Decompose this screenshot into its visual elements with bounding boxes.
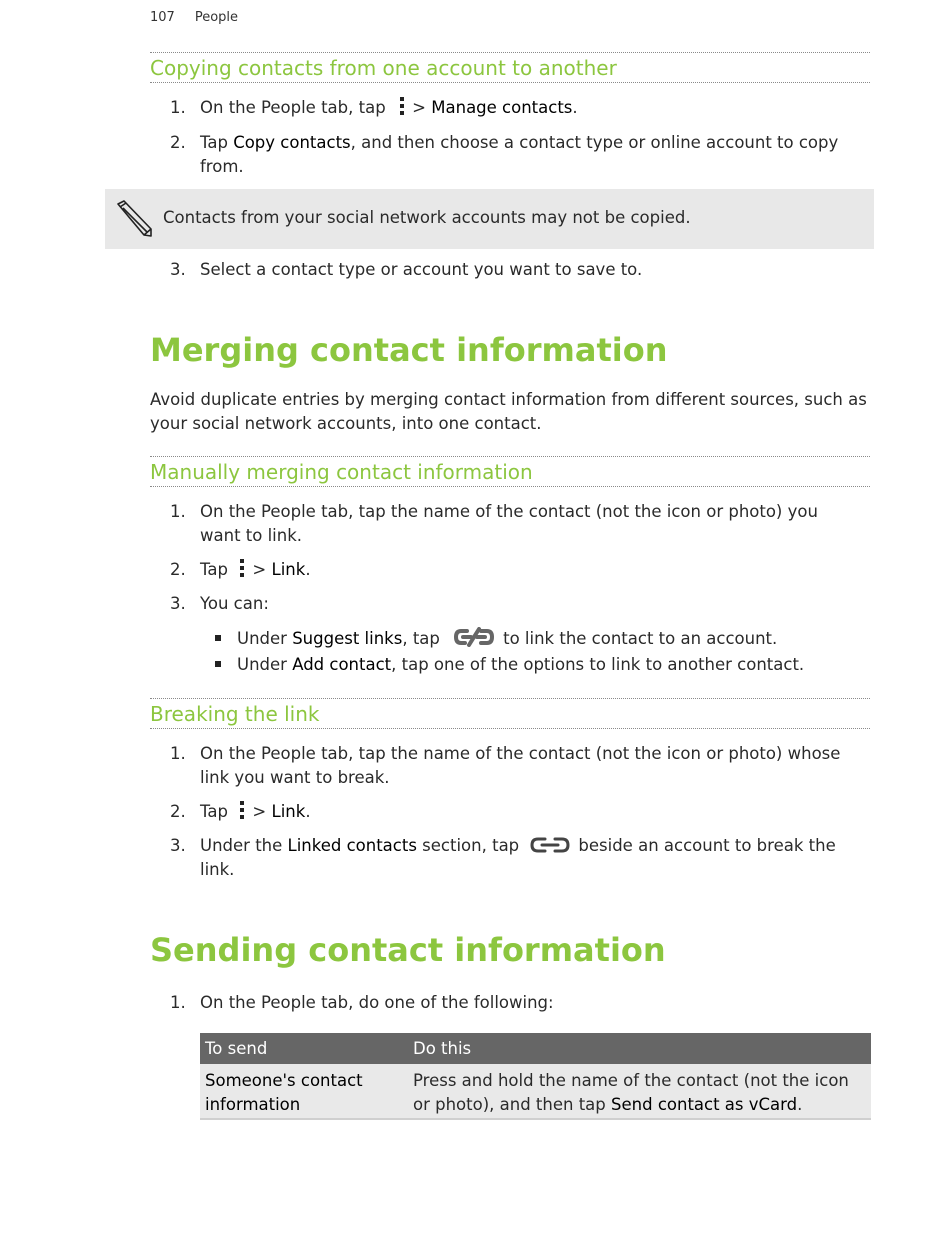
step-text: On the People tab, tap the name of the contact (not the icon or photo) you want to link.	[200, 502, 818, 545]
separator: >	[406, 98, 432, 117]
punct: .	[305, 802, 311, 821]
send-options-table	[200, 1033, 871, 1120]
heading-sending-contact-information: Sending contact information	[150, 931, 666, 969]
heading-merging-contact-information: Merging contact information	[150, 331, 668, 369]
merging-intro: Avoid duplicate entries by merging contact information from different sources, such as your social network accounts, into one contact.	[150, 390, 867, 433]
step-text-rest: , and then choose a contact type or online account to copy from.	[200, 133, 839, 176]
step-text: Tap	[200, 133, 234, 152]
manual-bullet-2	[215, 653, 865, 677]
bullet-text: Under	[237, 629, 293, 648]
separator: >	[247, 560, 272, 579]
step-text: On the People tab, tap the name of the contact (not the icon or photo) whose link you want to break.	[200, 744, 841, 787]
step-number: 1.	[170, 993, 186, 1012]
add-contact-label: Add contact	[292, 655, 392, 674]
page-number: 107	[150, 10, 175, 25]
suggest-link-icon	[453, 627, 495, 647]
page-header	[150, 10, 238, 25]
break-link-icon	[530, 836, 570, 854]
menu-icon	[397, 96, 407, 116]
step-text: On the People tab, tap	[200, 98, 386, 117]
note-text: Contacts from your social network accounts may not be copied.	[163, 208, 691, 227]
send-contact-as-vcard-label: Send contact as vCard	[611, 1094, 798, 1114]
column-header-do-this: Do this	[408, 1033, 871, 1064]
bullet-text-mid: , tap	[402, 629, 440, 648]
step-text: Select a contact type or account you want to save to.	[200, 260, 643, 279]
bullet-text-rest: to link the contact to an account.	[503, 629, 778, 648]
linked-contacts-label: Linked contacts	[287, 836, 417, 855]
menu-icon	[237, 558, 247, 578]
table-row	[200, 1064, 871, 1119]
bullet-marker	[215, 661, 221, 667]
pencil-icon	[115, 199, 155, 239]
link-label: Link	[271, 802, 306, 821]
punct: .	[305, 560, 311, 579]
section-name: People	[194, 10, 239, 25]
separator: >	[247, 802, 272, 821]
step-number: 1.	[170, 744, 186, 763]
suggest-links-label: Suggest links	[292, 629, 403, 648]
step-text-rest: beside an account to break the link.	[200, 836, 836, 879]
step-number: 3.	[170, 260, 186, 279]
bullet-text-rest: , tap one of the options to link to another contact.	[391, 655, 805, 674]
step-number: 3.	[170, 594, 186, 613]
step-text: Tap	[200, 560, 228, 579]
note-box	[105, 189, 874, 249]
step-number: 2.	[170, 802, 186, 821]
step-number: 1.	[170, 98, 186, 117]
step-number: 1.	[170, 502, 186, 521]
punct: .	[797, 1094, 803, 1114]
table-header-row	[200, 1033, 871, 1064]
step-number: 2.	[170, 133, 186, 152]
step-text-mid: section, tap	[416, 836, 520, 855]
menu-icon	[237, 800, 247, 820]
table-cell-do-this	[408, 1064, 871, 1119]
step-number: 3.	[170, 836, 186, 855]
column-header-to-send: To send	[200, 1033, 408, 1064]
table-cell-to-send: Someone's contact information	[200, 1064, 408, 1119]
step-text: You can:	[200, 594, 269, 613]
step-number: 2.	[170, 560, 186, 579]
step-text: Tap	[200, 802, 228, 821]
copy-contacts-label: Copy contacts	[233, 133, 351, 152]
cell-text: Press and hold the name of the contact (not the icon or photo), and then tap	[413, 1071, 849, 1114]
step-text: Under the	[200, 836, 288, 855]
step-text: On the People tab, do one of the following:	[200, 993, 554, 1012]
heading-manually-merging: Manually merging contact information	[150, 456, 870, 487]
heading-breaking-the-link: Breaking the link	[150, 698, 870, 729]
bullet-text: Under	[237, 655, 293, 674]
bullet-marker	[215, 635, 221, 641]
link-label: Link	[271, 560, 306, 579]
manual-bullet-1	[215, 627, 865, 651]
punct: .	[572, 98, 578, 117]
manage-contacts-label: Manage contacts	[431, 98, 573, 117]
heading-copying-contacts: Copying contacts from one account to another	[150, 52, 870, 83]
